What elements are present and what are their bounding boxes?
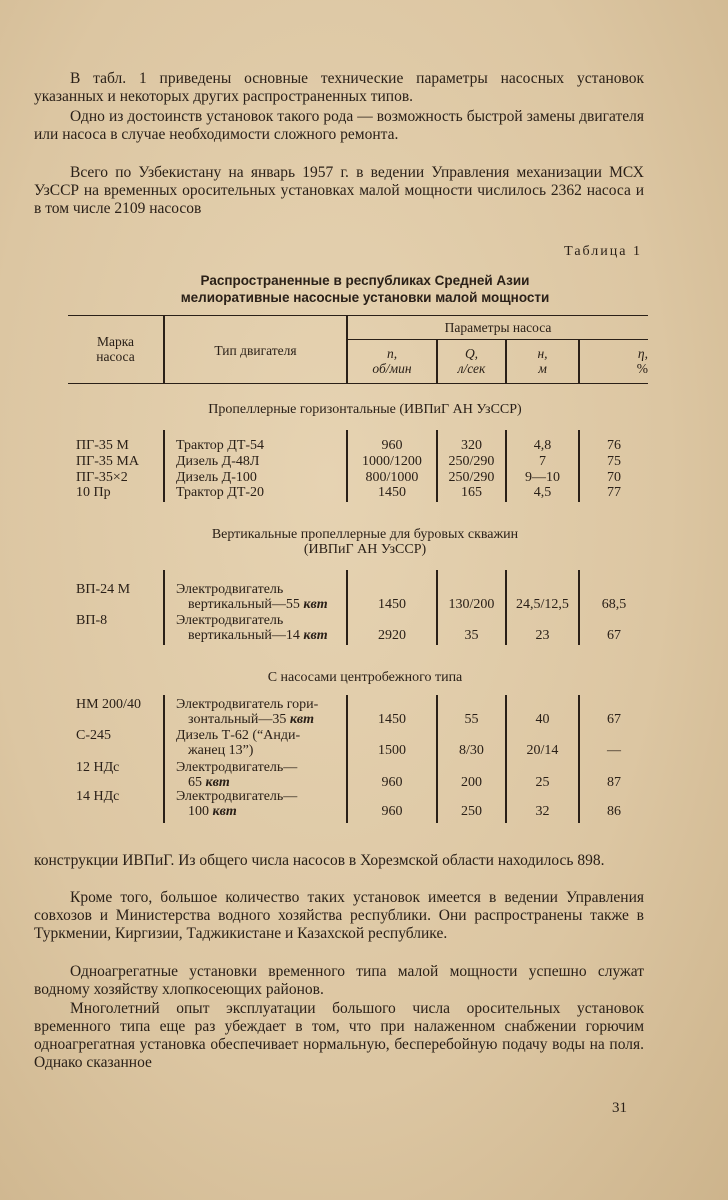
paragraph-other-republics: Кроме того, большое количество таких установок имеется в ведении Управления совхозов и Министерства водного хозяйства республики. Они распространены также в Туркмении, Киргизии, Таджикистане и Казахской республике. [34,889,644,942]
cell-engine-line1: Электродвигатель гори- [176,697,319,712]
cell-n: 1000/1200 [362,454,422,469]
cell-q: 250 [461,804,482,819]
cell-eta: — [607,743,621,758]
cell-n: 1450 [378,485,406,500]
header-eta-unit: % [636,361,648,376]
cell-engine-line2 [188,804,237,819]
section-title-centrifugal: С насосами центробежного типа [267,670,463,685]
cell-engine-line1: Электродвигатель— [176,760,298,775]
header-h-symbol: н, [537,346,548,361]
cell-eta: 67 [607,628,621,643]
cell-h: 20/14 [526,743,559,758]
header-eta [580,346,648,376]
cell-engine-line2 [188,775,230,790]
cell-eta: 77 [607,485,621,500]
cell-n: 960 [381,804,403,819]
cell-q: 8/30 [459,743,484,758]
table-header-bottom-rule [68,383,648,384]
cell-n: 1450 [378,712,406,727]
cell-brand: ПГ-35×2 [76,470,128,485]
cell-engine: Дизель Д-100 [176,470,257,485]
paragraph-single-unit: Одноагрегатные установки временного типа малой мощности успешно служат водному хозяйству хлопкосеющих районов. [34,963,644,998]
engine-unit: квт [303,597,328,612]
header-h [507,346,578,376]
header-eta-symbol: η, [637,346,648,361]
cell-engine-line1: Электродвигатель [176,613,284,628]
cell-h: 4,8 [533,438,552,453]
section-title-line2: (ИВПиГ АН УзССР) [303,542,427,557]
cell-eta: 68,5 [601,597,627,612]
cell-engine-line1: Электродвигатель— [176,789,298,804]
cell-n: 2920 [378,628,406,643]
cell-eta: 75 [607,454,621,469]
cell-h: 40 [535,712,550,727]
engine-unit: квт [205,775,230,790]
header-q-unit: л/сек [457,361,486,376]
section2-divider-brand [163,570,165,645]
cell-brand: С-245 [76,728,111,743]
section3-divider-brand [163,695,165,823]
cell-n: 1500 [378,743,406,758]
section1-divider-brand [163,430,165,502]
header-q-symbol: Q, [464,346,479,361]
engine-power: 100 [188,804,209,819]
header-params: Параметры насоса [444,320,552,335]
cell-brand: 12 НДс [76,760,120,775]
cell-engine-line2 [188,597,328,612]
cell-n: 1450 [378,597,406,612]
table-label: Таблица 1 [564,244,642,259]
header-q [438,346,505,376]
cell-brand: 14 НДс [76,789,120,804]
cell-brand: НМ 200/40 [76,697,141,712]
cell-engine-line1: Электродвигатель [176,582,284,597]
cell-h: 7 [539,454,546,469]
cell-brand: ПГ-35 М [76,438,129,453]
cell-q: 55 [464,712,479,727]
cell-n: 800/1000 [365,470,419,485]
page-number: 31 [612,1100,627,1116]
cell-n: 960 [381,438,403,453]
cell-engine-line2 [188,628,328,643]
header-engine: Тип двигателя [214,343,297,358]
table-top-rule [68,315,648,316]
cell-q: 250/290 [448,454,495,469]
engine-power: вертикальный—14 [188,628,300,643]
engine-unit: квт [303,628,328,643]
cell-h: 24,5/12,5 [516,597,569,612]
section-title-propeller-horizontal: Пропеллерные горизонтальные (ИВПиГ АН УзССР) [208,402,522,417]
paragraph-experience: Многолетний опыт эксплуатации большого числа оросительных установок временного типа еще раз убеждает в том, что при налаженном снабжении горючим одноагрегатная установка обеспечивает нормальную, бесперебойную подачу воды на поля. Однако сказанное [34,1000,644,1071]
cell-q: 200 [461,775,482,790]
cell-eta: 70 [607,470,621,485]
table-caption-line2: мелиоративные насосные установки малой мощности [180,290,550,305]
cell-eta: 87 [607,775,621,790]
cell-engine: Трактор ДТ-20 [176,485,265,500]
engine-unit: квт [212,804,237,819]
paragraph-uzbekistan-total: Всего по Узбекистану на январь 1957 г. в ведении Управления механизации МСХ УзССР на временных оросительных установках малой мощности числилось 2362 насоса и в том числе 2109 насосов [34,164,644,217]
paragraph-table-reference: В табл. 1 приведены основные технические параметры насосных установок указанных и некоторых других распространенных типов. [34,70,644,105]
engine-power: 65 [188,775,202,790]
cell-q: 250/290 [448,470,495,485]
params-header-rule [346,339,648,340]
cell-h: 25 [535,775,550,790]
header-h-unit: м [538,361,547,376]
header-n [350,346,434,376]
cell-n: 960 [381,775,403,790]
cell-brand: ПГ-35 МА [76,454,139,469]
cell-eta: 76 [607,438,621,453]
cell-h: 23 [535,628,550,643]
cell-q: 35 [464,628,479,643]
engine-power: зонтальный—35 [188,712,287,727]
cell-q: 130/200 [448,597,495,612]
header-brand [68,334,163,364]
table-caption [100,272,630,306]
cell-h: 9—10 [525,470,560,485]
cell-brand: 10 Пр [76,485,111,500]
engine-unit: квт [289,712,315,727]
cell-engine: Трактор ДТ-54 [176,438,265,453]
section1-divider-engine [346,430,348,502]
cell-engine-line2: жанец 13”) [188,743,254,758]
header-n-unit: об/мин [372,361,412,376]
cell-q: 320 [461,438,482,453]
cell-h: 32 [535,804,550,819]
cell-h: 4,5 [533,485,552,500]
paragraph-advantage: Одно из достоинств установок такого рода — возможность быстрой замены двигателя или насоса в случае необходимости сложного ремонта. [34,108,644,143]
cell-engine-line2 [188,712,314,727]
section-title-vertical-propeller [80,527,650,557]
cell-engine: Дизель Д-48Л [176,454,260,469]
section3-divider-engine [346,695,348,823]
table-caption-line1: Распространенные в республиках Средней Азии [200,273,530,288]
cell-engine-line1: Дизель Т-62 (“Анди- [176,728,301,743]
paragraph-khorezm: конструкции ИВПиГ. Из общего числа насосов в Хорезмской области находилось 898. [34,852,605,869]
section-title-line1: Вертикальные пропеллерные для буровых скважин [211,527,519,542]
header-brand-line1: Марка [96,334,135,349]
cell-eta: 86 [607,804,621,819]
engine-power: вертикальный—55 [188,597,300,612]
cell-q: 165 [461,485,482,500]
header-brand-line2: насоса [96,349,135,364]
section2-divider-engine [346,570,348,645]
cell-brand: ВП-8 [76,613,108,628]
cell-eta: 67 [607,712,621,727]
header-n-symbol: n, [386,346,398,361]
cell-brand: ВП-24 М [76,582,131,597]
